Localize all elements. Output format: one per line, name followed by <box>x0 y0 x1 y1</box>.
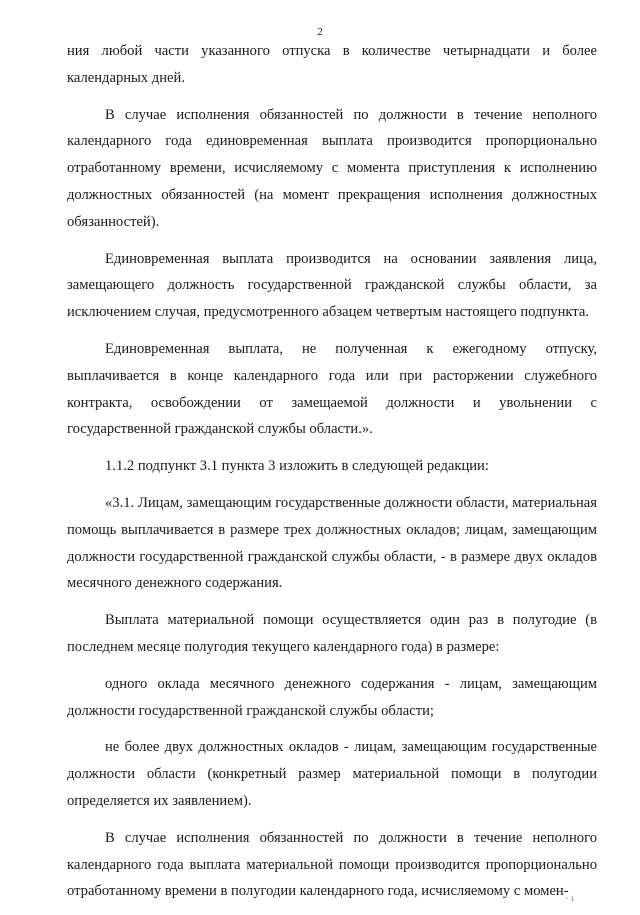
paragraph: 1.1.2 подпункт 3.1 пункта 3 изложить в следующей редакции: <box>105 458 489 475</box>
paragraph: В случае исполнения обязанностей по должности в течение неполного календарного года выплата материальной помощи производится пропорционально отработанному времени в полугодии календарного года, исчисляемому с момен- <box>67 829 597 900</box>
paragraph: В случае исполнения обязанностей по должности в течение неполного календарного года единовременная выплата производится пропорционально отработанному времени, исчисляемому с момента приступления к исполнению должностных обязанностей (на момент прекращения исполнения должностных обязанностей). <box>67 106 597 230</box>
page-number: 2 <box>317 26 323 38</box>
paragraph: Выплата материальной помощи осуществляется один раз в полугодие (в последнем месяце полугодия текущего календарного года) в размере: <box>67 612 597 655</box>
document-body <box>67 38 597 915</box>
paragraph: одного оклада месячного денежного содержания - лицам, замещающим должности государственной гражданской службы области; <box>67 675 597 719</box>
paragraph: Единовременная выплата производится на основании заявления лица, замещающего должность государственной гражданской службы области, за исключением случая, предусмотренного абзацем четвертым настоящего подпункта. <box>67 250 597 321</box>
paragraph-continuation: ния любой части указанного отпуска в количестве четырнадцати и более календарных дней. <box>67 43 597 86</box>
scan-mark: · ı <box>566 893 574 903</box>
paragraph: Единовременная выплата, не полученная к ежегодному отпуску, выплачивается в конце календарного года или при расторжении служебного контракта, освобождении от замещаемой должности и увольнении с государственной гражданской службы области.». <box>67 340 597 438</box>
paragraph: «3.1. Лицам, замещающим государственные должности области, материальная помощь выплачивается в размере трех должностных окладов; лицам, замещающим должности государственной гражданской службы области, - в размере двух окладов месячного денежного содержания. <box>67 494 597 592</box>
paragraph: не более двух должностных окладов - лицам, замещающим государственные должности области (конкретный размер материальной помощи в полугодии определяется их заявлением). <box>67 739 597 809</box>
